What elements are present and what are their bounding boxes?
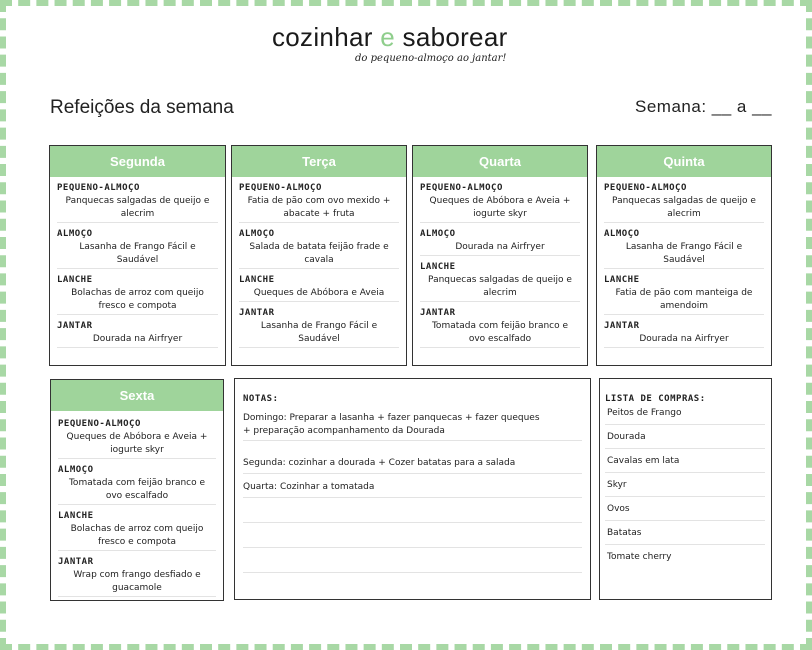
note-text: Quarta: Cozinhar a tomatada: [243, 482, 375, 492]
shopping-item: Cavalas em lata: [605, 449, 765, 473]
meal-dinner: [51, 557, 223, 597]
meal-text: Tomatada com feijão branco e ovo escalfado: [420, 318, 580, 348]
meal-text: Queques de Abóbora e Aveia: [239, 285, 399, 302]
day-card-segunda: [49, 145, 226, 366]
meal-snack: [232, 275, 406, 302]
meal-label: JANTAR: [420, 308, 456, 318]
shopping-item: Ovos: [605, 497, 765, 521]
day-card-sexta: [50, 379, 224, 601]
meal-label: LANCHE: [239, 275, 275, 285]
meal-text: Lasanha de Frango Fácil e Saudável: [239, 318, 399, 348]
day-title: Segunda: [50, 146, 225, 177]
day-title: Sexta: [51, 380, 223, 411]
shopping-item: Tomate cherry: [607, 552, 672, 562]
meal-label: JANTAR: [604, 321, 640, 331]
week-range: Semana: __ a __: [635, 97, 772, 116]
day-title: Terça: [232, 146, 406, 177]
shopping-item: Dourada: [605, 425, 765, 449]
meal-label: JANTAR: [239, 308, 275, 318]
meal-text: Bolachas de arroz com queijo fresco e compota: [58, 521, 216, 551]
meal-label: LANCHE: [604, 275, 640, 285]
meal-breakfast: [232, 183, 406, 223]
meal-snack: [50, 275, 225, 315]
page-title: Refeições da semana: [50, 97, 234, 118]
shopping-item: Batatas: [605, 521, 765, 545]
meal-dinner: [597, 321, 771, 348]
meal-label: LANCHE: [58, 511, 94, 521]
meal-dinner: [50, 321, 225, 348]
meal-text: Queques de Abóbora e Aveia + iogurte skyr: [420, 193, 580, 223]
note-line: [243, 457, 582, 474]
meal-text: Salada de batata feijão frade e cavala: [239, 239, 399, 269]
meal-text: Queques de Abóbora e Aveia + iogurte skyr: [58, 429, 216, 459]
meal-label: ALMOÇO: [239, 229, 275, 239]
brand-logo: [272, 22, 508, 53]
meal-text: Panquecas salgadas de queijo e alecrim: [57, 193, 218, 223]
meal-label: PEQUENO-ALMOÇO: [239, 183, 322, 193]
meal-label: LANCHE: [57, 275, 93, 285]
meal-dinner: [232, 308, 406, 348]
shopping-item: Peitos de Frango: [605, 404, 765, 425]
meal-lunch: [51, 465, 223, 505]
meal-text: Lasanha de Frango Fácil e Saudável: [57, 239, 218, 269]
meal-label: LANCHE: [420, 262, 456, 272]
meal-text: Panquecas salgadas de queijo e alecrim: [420, 272, 580, 302]
brand-word-1: cozinhar: [272, 22, 373, 52]
meal-label: PEQUENO-ALMOÇO: [420, 183, 503, 193]
note-text: Domingo: Preparar a lasanha + fazer panquecas + fazer queques + preparação acompanhamento da Dourada: [243, 413, 540, 436]
meal-breakfast: [51, 419, 223, 459]
meal-label: PEQUENO-ALMOÇO: [57, 183, 140, 193]
meal-text: Lasanha de Frango Fácil e Saudável: [604, 239, 764, 269]
meal-label: PEQUENO-ALMOÇO: [604, 183, 687, 193]
shopping-list-title: LISTA DE COMPRAS:: [605, 394, 706, 404]
meal-lunch: [232, 229, 406, 269]
note-text: Segunda: cozinhar a dourada + Cozer batatas para a salada: [243, 458, 516, 468]
brand-word-2: e: [380, 22, 395, 52]
shopping-item: Skyr: [605, 473, 765, 497]
meal-label: ALMOÇO: [420, 229, 456, 239]
meal-label: ALMOÇO: [57, 229, 93, 239]
day-title: Quinta: [597, 146, 771, 177]
meal-label: ALMOÇO: [604, 229, 640, 239]
day-card-terca: [231, 145, 407, 366]
day-card-quarta: [412, 145, 588, 366]
tagline: do pequeno-almoço ao jantar!: [355, 53, 507, 64]
meal-text: Fatia de pão com ovo mexido + abacate + fruta: [239, 193, 399, 223]
note-line: [243, 481, 582, 498]
day-title: Quarta: [413, 146, 587, 177]
meal-label: PEQUENO-ALMOÇO: [58, 419, 141, 429]
meal-text: Panquecas salgadas de queijo e alecrim: [604, 193, 764, 223]
shopping-list-panel: [599, 378, 772, 600]
meal-lunch: [413, 229, 587, 256]
meal-snack: [51, 511, 223, 551]
notes-panel: [234, 378, 591, 600]
meal-text: Bolachas de arroz com queijo fresco e compota: [57, 285, 218, 315]
brand-word-3: saborear: [402, 22, 508, 52]
note-line: [243, 528, 582, 548]
meal-text: Tomatada com feijão branco e ovo escalfado: [58, 475, 216, 505]
note-line: [243, 503, 582, 523]
meal-breakfast: [597, 183, 771, 223]
day-card-quinta: [596, 145, 772, 366]
meal-label: JANTAR: [57, 321, 93, 331]
meal-text: Dourada na Airfryer: [420, 239, 580, 256]
notes-title: NOTAS:: [243, 394, 279, 404]
meal-text: Fatia de pão com manteiga de amendoim: [604, 285, 764, 315]
meal-label: JANTAR: [58, 557, 94, 567]
note-line: [243, 412, 582, 441]
meal-text: Dourada na Airfryer: [57, 331, 218, 348]
meal-breakfast: [413, 183, 587, 223]
meal-breakfast: [50, 183, 225, 223]
meal-text: Wrap com frango desfiado e guacamole: [58, 567, 216, 597]
meal-dinner: [413, 308, 587, 348]
meal-text: Dourada na Airfryer: [604, 331, 764, 348]
meal-label: ALMOÇO: [58, 465, 94, 475]
meal-snack: [413, 262, 587, 302]
meal-lunch: [597, 229, 771, 269]
meal-lunch: [50, 229, 225, 269]
note-line: [243, 553, 582, 573]
meal-snack: [597, 275, 771, 315]
